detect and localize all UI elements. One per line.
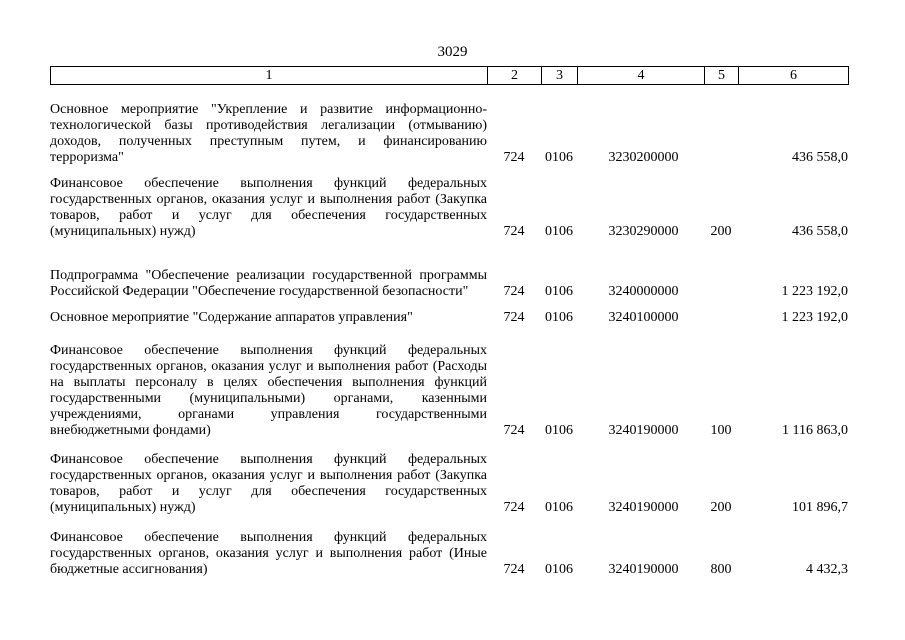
row-amount: 1 223 192,0	[781, 284, 848, 299]
row-section-code: 0106	[545, 310, 573, 325]
table-row	[50, 326, 848, 439]
row-ministry-code: 724	[503, 224, 525, 239]
row-target-code: 3230290000	[608, 224, 679, 239]
row-amount: 1 223 192,0	[781, 310, 848, 325]
row-section-code: 0106	[545, 562, 573, 577]
table-row	[50, 516, 848, 578]
column-header-2: 2	[488, 67, 542, 85]
table-row	[50, 439, 848, 516]
row-section-code: 0106	[545, 423, 573, 438]
row-amount: 101 896,7	[792, 500, 848, 515]
row-ministry-code: 724	[503, 284, 525, 299]
row-section-code: 0106	[545, 224, 573, 239]
column-header-6: 6	[739, 67, 849, 85]
row-ministry-code: 724	[503, 500, 525, 515]
row-target-code: 3240190000	[608, 562, 679, 577]
column-header-4: 4	[578, 67, 705, 85]
column-header-5: 5	[705, 67, 739, 85]
row-ministry-code: 724	[503, 562, 525, 577]
row-name: Основное мероприятие "Укрепление и развитие информационно-технологической базы противодействия легализации (отмыванию) доходов, полученных преступным путем, и финансированию терроризма"	[50, 102, 487, 165]
row-name: Финансовое обеспечение выполнения функций федеральных государственных органов, оказания услуг и выполнения работ (Закупка товаров, работ и услуг для обеспечения государственных (муниципальных) нужд)	[50, 176, 487, 239]
row-expense-type: 100	[710, 423, 732, 438]
column-header-row	[50, 66, 849, 85]
row-expense-type: 200	[710, 224, 732, 239]
row-target-code: 3230200000	[608, 150, 679, 165]
row-amount: 1 116 863,0	[782, 423, 848, 438]
row-target-code: 3240000000	[608, 284, 679, 299]
column-header-3: 3	[542, 67, 578, 85]
row-amount: 436 558,0	[792, 224, 848, 239]
row-target-code: 3240100000	[608, 310, 679, 325]
row-name: Основное мероприятие "Содержание аппаратов управления"	[50, 310, 413, 325]
row-amount: 4 432,3	[806, 562, 848, 577]
page-number: 3029	[437, 44, 468, 60]
row-expense-type: 800	[710, 562, 732, 577]
row-ministry-code: 724	[503, 150, 525, 165]
row-target-code: 3240190000	[608, 500, 679, 515]
budget-table-body	[50, 95, 848, 578]
row-ministry-code: 724	[503, 423, 525, 438]
row-name: Подпрограмма "Обеспечение реализации государственной программы Российской Федерации "Обеспечение государственной безопасности"	[50, 268, 487, 299]
row-section-code: 0106	[545, 150, 573, 165]
table-row	[50, 166, 848, 240]
row-ministry-code: 724	[503, 310, 525, 325]
row-name: Финансовое обеспечение выполнения функций федеральных государственных органов, оказания услуг и выполнения работ (Иные бюджетные ассигнования)	[50, 530, 487, 577]
column-header-1: 1	[51, 67, 488, 85]
row-section-code: 0106	[545, 284, 573, 299]
table-row	[50, 240, 848, 300]
row-expense-type: 200	[710, 500, 732, 515]
row-name: Финансовое обеспечение выполнения функций федеральных государственных органов, оказания услуг и выполнения работ (Закупка товаров, работ и услуг для обеспечения государственных (муниципальных) нужд)	[50, 452, 487, 515]
row-amount: 436 558,0	[792, 150, 848, 165]
row-target-code: 3240190000	[608, 423, 679, 438]
row-section-code: 0106	[545, 500, 573, 515]
row-name: Финансовое обеспечение выполнения функций федеральных государственных органов, оказания услуг и выполнения работ (Расходы на выплаты персоналу в целях обеспечения выполнения функций государственными (муниципальными) органами, казенными учреждениями, органами управления государственными внебюджетными фондами)	[50, 343, 487, 438]
table-row	[50, 95, 848, 166]
table-row	[50, 300, 848, 326]
